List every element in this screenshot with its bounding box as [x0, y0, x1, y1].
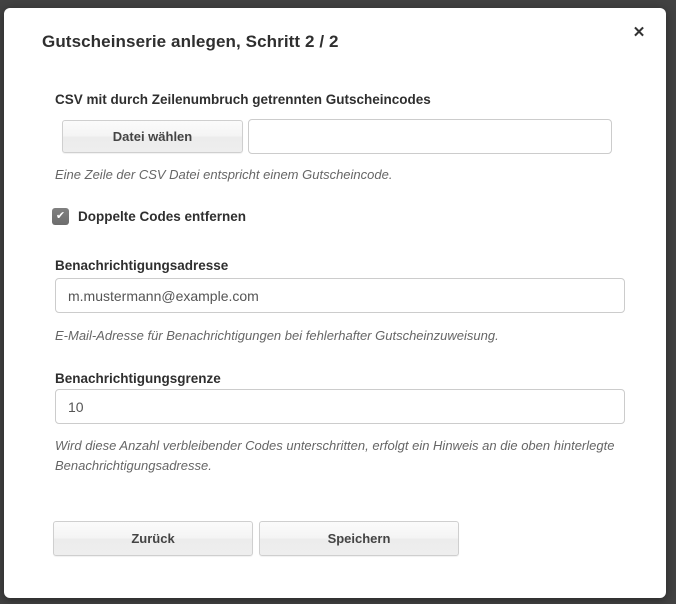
notification-limit-helper-text: Wird diese Anzahl verbleibender Codes unterschritten, erfolgt ein Hinweis an die oben hinterlegte Benachrichtigungsadresse. — [55, 438, 615, 474]
notification-address-input[interactable] — [55, 278, 625, 313]
notification-limit-input[interactable] — [55, 389, 625, 424]
notification-address-helper-text: E-Mail-Adresse für Benachrichtigungen bei fehlerhafter Gutscheinzuweisung. — [55, 328, 499, 343]
dialog-title: Gutscheinserie anlegen, Schritt 2 / 2 — [42, 32, 339, 51]
create-voucher-series-dialog — [4, 8, 666, 598]
close-icon[interactable]: ✕ — [632, 24, 646, 41]
remove-duplicates-label: Doppelte Codes entfernen — [78, 209, 247, 224]
file-name-input[interactable] — [248, 119, 612, 154]
save-button[interactable]: Speichern — [259, 521, 459, 556]
csv-helper-text: Eine Zeile der CSV Datei entspricht einem Gutscheincode. — [55, 167, 393, 182]
csv-upload-label: CSV mit durch Zeilenumbruch getrennten Gutscheincodes — [55, 92, 431, 107]
notification-address-label: Benachrichtigungsadresse — [55, 258, 229, 273]
remove-duplicates-checkbox[interactable] — [52, 208, 246, 225]
back-button[interactable]: Zurück — [53, 521, 253, 556]
checkbox-checkmark-icon: ✔ — [52, 208, 69, 225]
choose-file-button[interactable]: Datei wählen — [62, 120, 243, 153]
notification-limit-label: Benachrichtigungsgrenze — [55, 371, 221, 386]
